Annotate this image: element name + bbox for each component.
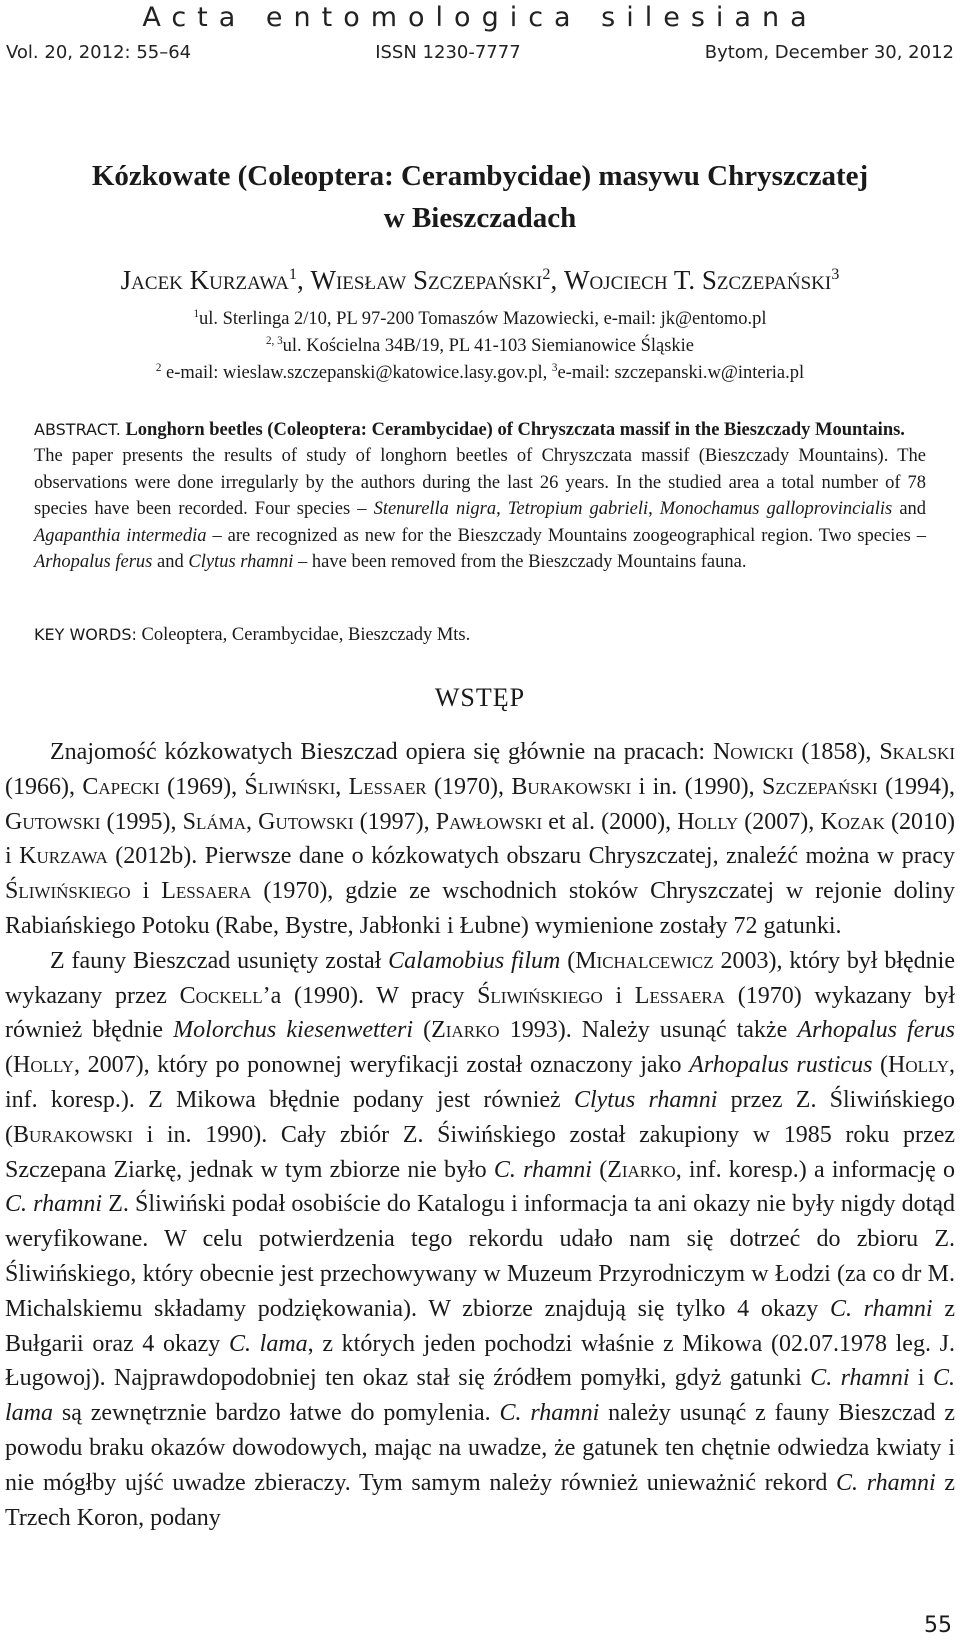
title-line-1: Kózkowate (Coleoptera: Cerambycidae) masywu Chryszczatej xyxy=(91,160,869,192)
affiliation-2: $^{2, 3}$ul. Kościelna 34B/19, PL 41-103 Siemianowice Śląskie xyxy=(265,335,695,357)
affiliation-1: $^1$ul. Sterlinga 2/10, PL 97-200 Tomaszów Mazowiecki, e-mail: jk@entomo.pl xyxy=(193,308,767,330)
issn: ISSN 1230-7777 xyxy=(375,42,521,63)
author-2: Wiesław Szczepański xyxy=(310,265,543,295)
volume-info: Vol. 20, 2012: 55–64 xyxy=(6,42,192,63)
keywords-text: Coleoptera, Cerambycidae, Bieszczady Mts. xyxy=(141,625,471,645)
article-title xyxy=(30,155,930,239)
section-heading: WSTĘP xyxy=(434,683,526,712)
title-line-2: w Bieszczadach xyxy=(383,202,577,235)
page-number: 55 xyxy=(924,1613,952,1638)
abstract-label: ABSTRACT. xyxy=(34,420,121,439)
journal-name: Acta entomologica silesiana xyxy=(142,2,818,33)
abstract-title: Longhorn beetles (Coleoptera: Cerambycidae) of Chryszczata massif in the Bieszczady Mountains. xyxy=(125,420,905,440)
species-name: Agapanthia intermedia xyxy=(34,525,207,546)
author-1: Jacek Kurzawa xyxy=(120,265,289,295)
keywords xyxy=(34,625,926,646)
issue-line xyxy=(6,42,954,63)
body-text xyxy=(5,735,955,1535)
paragraph: Z fauny Bieszczad usunięty został Calamobius filum (Michalcewicz 2003), który był błędnie wykazany przez Cockell’a (1990). W pracy Śliwińskiego i Lessaera (1970) wykazany był również błędnie Molorchus kiesenwetteri (Ziarko 1993). Należy usunąć także Arhopalus ferus (Holly, 2007), który po ponownej weryfikacji został oznaczony jako Arhopalus rusticus (Holly, inf. koresp.). Z Mikowa błędnie podany jest również Clytus rhamni przez Z. Śliwińskiego (Burakowski i in. 1990). Cały zbiór Z. Śiwińskiego został zakupiony w 1985 roku przez Szczepana Ziarkę, jednak w tym zbiorze nie było C. rhamni (Ziarko, inf. koresp.) a informację o C. rhamni Z. Śliwiński podał osobiście do Katalogu i informacja ta ani okazy nie były nigdy dotąd weryfikowane. W celu potwierdzenia tego rekordu udało nam się dotrzeć do zbioru Z. Śliwińskiego, który obecnie jest przechowywany w Muzeum Przyrodniczym w Łodzi (za co dr M. Michalskiemu składamy podziękowania). W zbiorze znajdują się tylko 4 okazy C. rhamni z Bułgarii oraz 4 okazy C. lama, z których jeden pochodzi właśnie z Mikowa (02.07.1978 leg. J. Ługowoj). Najprawdopodobniej ten okaz stał się źródłem pomyłki, gdyż gatunki C. rhamni i C. lama są zewnętrznie bardzo łatwe do pomylenia. C. rhamni należy usunąć z fauny Bieszczad z powodu braku okazów dowodowych, mając na uwadze, że gatunek ten chętnie odwiedza kwiaty i nie mógłby ujść uwadze zbieraczy. Tym samym należy również unieważnić rekord C. rhamni z Trzech Koron, podany xyxy=(5,947,956,1531)
species-name: Clytus rhamni xyxy=(188,552,294,573)
species-name: Stenurella nigra xyxy=(373,499,497,520)
keywords-label: KEY WORDS: xyxy=(34,625,137,644)
author-3: Wojciech T. Szczepański xyxy=(563,265,832,295)
species-name: Arhopalus ferus xyxy=(34,552,153,573)
paragraph: Znajomość kózkowatych Bieszczad opiera się głównie na pracach: Nowicki (1858), Skalski (1966), Capecki (1969), Śliwiński, Lessaer (1970), Burakowski i in. (1990), Szczepański (1994), Gutowski (1995), Sláma, Gutowski (1997), Pawłowski et al. (2000), Holly (2007), Kozak (2010) i Kurzawa (2012b). Pierwsze dane o kózkowatych obszaru Chryszczatej, znaleźć można w pracy Śliwińskiego i Lessaera (1970), gdzie ze wschodnich stoków Chryszczatej w rejonie doliny Rabiańskiego Potoku (Rabe, Bystre, Jabłonki i Łubne) wymienione zostały 72 gatunki. xyxy=(5,739,956,939)
species-name: Tetropium gabrieli xyxy=(507,499,649,520)
abstract: ABSTRACT. Longhorn beetles (Coleoptera: Cerambycidae) of Chryszczata massif in the Bieszczady Mountains. The paper presents the results of study of longhorn beetles of Chryszczata massif (Bieszczady Mountains). The observations were done irregularly by the authors during the last 26 years. In the studied area a total number of 78 species have been recorded. Four species – Stenurella nigra, Tetropium gabrieli, Monochamus galloprovincialis and Agapanthia intermedia – are recognized as new for the Bieszczady Mountains zoogeographical region. Two species – Arhopalus ferus and Clytus rhamni – have been removed from the Bieszczady Mountains fauna. xyxy=(34,420,927,573)
species-name: Monochamus galloprovincialis xyxy=(659,499,893,520)
authors: Jacek Kurzawa$^1$, Wiesław Szczepański$^2$, Wojciech T. Szczepański$^3$ xyxy=(120,265,840,295)
place-date: Bytom, December 30, 2012 xyxy=(704,42,954,63)
affiliation-emails: $^2$ e-mail: wieslaw.szczepanski@katowice.lasy.gov.pl, $^3$e-mail: szczepanski.w@interia.pl xyxy=(155,362,805,384)
